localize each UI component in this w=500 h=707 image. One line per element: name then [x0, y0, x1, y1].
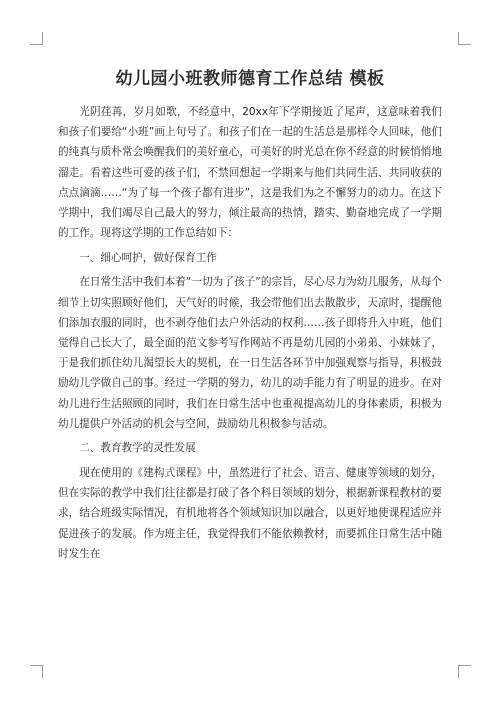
section-heading-1: 一、细心呵护，做好保育工作: [79, 251, 217, 264]
section-heading-2: 二、教育教学的灵性发展: [79, 442, 196, 455]
section-2-paragraph: 现在使用的《建构式课程》中，虽然进行了社会、语言、健康等领域的划分，但在实际的教学中我们往往都是打破了各个科目领域的划分，根据新课程教材的要求，结合班级实际情况，有机地将各个领域知识加以融合，以更好地使课程适应并促进孩子的发展。作为班主任，我觉得我们不能依赖教材，而要抓住日常生活中随时发生在: [58, 467, 442, 560]
crop-mark-top-left: [30, 32, 43, 45]
crop-mark-bottom-right: [458, 665, 471, 678]
document-body: [58, 102, 442, 568]
crop-mark-bottom-left: [30, 665, 43, 678]
document-title: 幼儿园小班教师德育工作总结 模板: [115, 69, 385, 89]
section-1-paragraph: 在日常生活中我们本着“一切为了孩子”的宗旨，尽心尽力为幼儿服务，从每个细节上切实照顾好他们，天气好的时候，我会带他们出去散散步，天凉时，提醒他们添加衣服的同时，也不剥夺他们去户外活动的权利……孩子即将升入中班，他们觉得自己长大了，最全面的范文参考写作网站不再是幼儿园的小弟弟、小妹妹了，于是我们抓住幼儿渴望长大的契机，在一日生活各环节中加强观察与指导，积极鼓励幼儿学做自己的事。经过一学期的努力，幼儿的动手能力有了明显的进步。在对幼儿进行生活照顾的同时，我们在日常生活中也重视提高幼儿的身体素质，积极为幼儿提供户外活动的机会与空间，鼓励幼儿积极参与活动。: [58, 276, 442, 430]
intro-paragraph: 光阴荏苒，岁月如歌，不经意中，20xx年下学期接近了尾声，这意味着我们和孩子们要给“小班”画上句号了。和孩子们在一起的生活总是那样令人回味，他们的纯真与质朴常会唤醒我们的美好童心，可美好的时光总在你不经意的时候悄悄地溜走。看着这些可爱的孩子们，不禁回想起一学期来与他们共同生活、共同收获的点点滴滴……“为了每一个孩子都有进步”，这是我们为之不懈努力的动力。在这下学期中，我们竭尽自己最大的努力，倾注最高的热情，踏实、勤奋地完成了一学期的工作。现将这学期的工作总结如下：: [58, 106, 442, 240]
crop-mark-top-right: [458, 32, 471, 45]
